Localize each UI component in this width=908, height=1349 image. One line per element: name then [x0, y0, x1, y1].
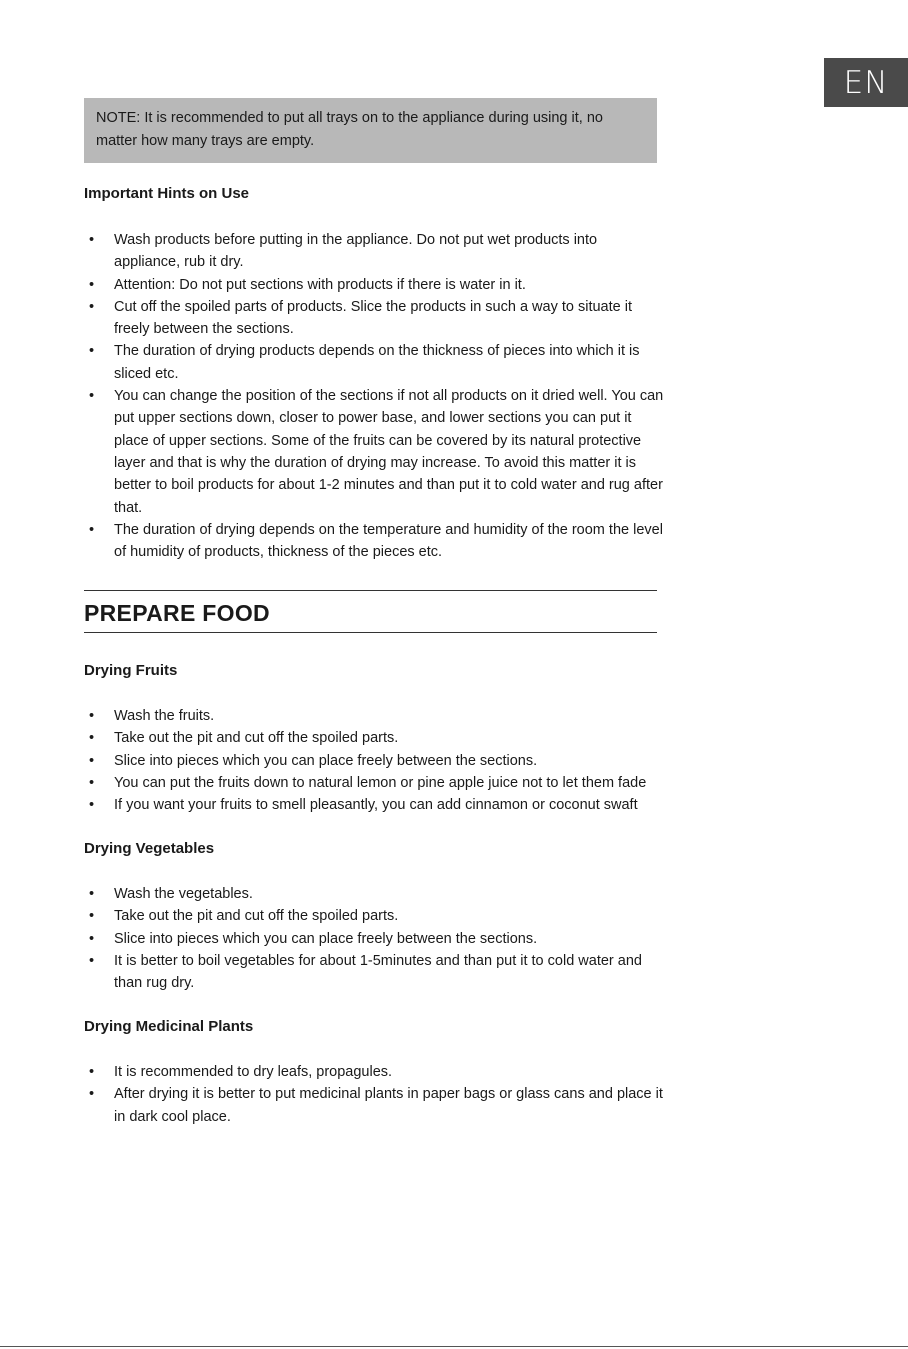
list-item: • Wash the vegetables.: [84, 883, 664, 905]
note-box: NOTE: It is recommended to put all trays on to the appliance during using it, no matter how many trays are empty.: [84, 98, 657, 163]
vegetables-list: [84, 883, 664, 994]
list-item: • Cut off the spoiled parts of products. Slice the products in such a way to situate it freely between the sections.: [84, 296, 664, 341]
list-item: • Attention: Do not put sections with products if there is water in it.: [84, 274, 664, 296]
list-item: • You can put the fruits down to natural lemon or pine apple juice not to let them fade: [84, 772, 664, 794]
page-bottom-edge: [0, 1346, 908, 1347]
hints-list: [84, 229, 664, 563]
language-tab: EN: [824, 58, 908, 107]
hints-heading: Important Hints on Use: [84, 185, 250, 202]
list-item: • Slice into pieces which you can place freely between the sections.: [84, 750, 664, 772]
list-item: • Take out the pit and cut off the spoiled parts.: [84, 727, 664, 749]
fruits-list: [84, 705, 664, 816]
list-item: • It is better to boil vegetables for about 1-5minutes and than put it to cold water and than rug dry.: [84, 950, 664, 995]
vegetables-heading: Drying Vegetables: [84, 840, 215, 857]
fruits-heading: Drying Fruits: [84, 662, 178, 679]
list-item: • Take out the pit and cut off the spoiled parts.: [84, 905, 664, 927]
list-item: • The duration of drying depends on the temperature and humidity of the room the level of humidity of products, thickness of the pieces etc.: [84, 519, 664, 564]
list-item: • Wash products before putting in the appliance. Do not put wet products into appliance, rub it dry.: [84, 229, 664, 274]
plants-heading: Drying Medicinal Plants: [84, 1018, 254, 1035]
section-top-rule: [84, 590, 657, 591]
plants-list: [84, 1061, 664, 1128]
section-bottom-rule: [84, 632, 657, 633]
section-title: PREPARE FOOD: [84, 600, 270, 626]
list-item: • After drying it is better to put medicinal plants in paper bags or glass cans and place it in dark cool place.: [84, 1083, 664, 1128]
list-item: • You can change the position of the sections if not all products on it dried well. You can put upper sections down, closer to power base, and lower sections you can put it place of upper sections. Some of the fruits can be covered by its natural protective layer and that is why the duration of drying may increase. To avoid this matter it is better to boil products for about 1-2 minutes and than put it to cold water and rug after that.: [84, 385, 664, 519]
list-item: • If you want your fruits to smell pleasantly, you can add cinnamon or coconut swaft: [84, 794, 664, 816]
list-item: • The duration of drying products depends on the thickness of pieces into which it is sliced etc.: [84, 340, 664, 385]
list-item: • Wash the fruits.: [84, 705, 664, 727]
list-item: • It is recommended to dry leafs, propagules.: [84, 1061, 664, 1083]
list-item: • Slice into pieces which you can place freely between the sections.: [84, 928, 664, 950]
